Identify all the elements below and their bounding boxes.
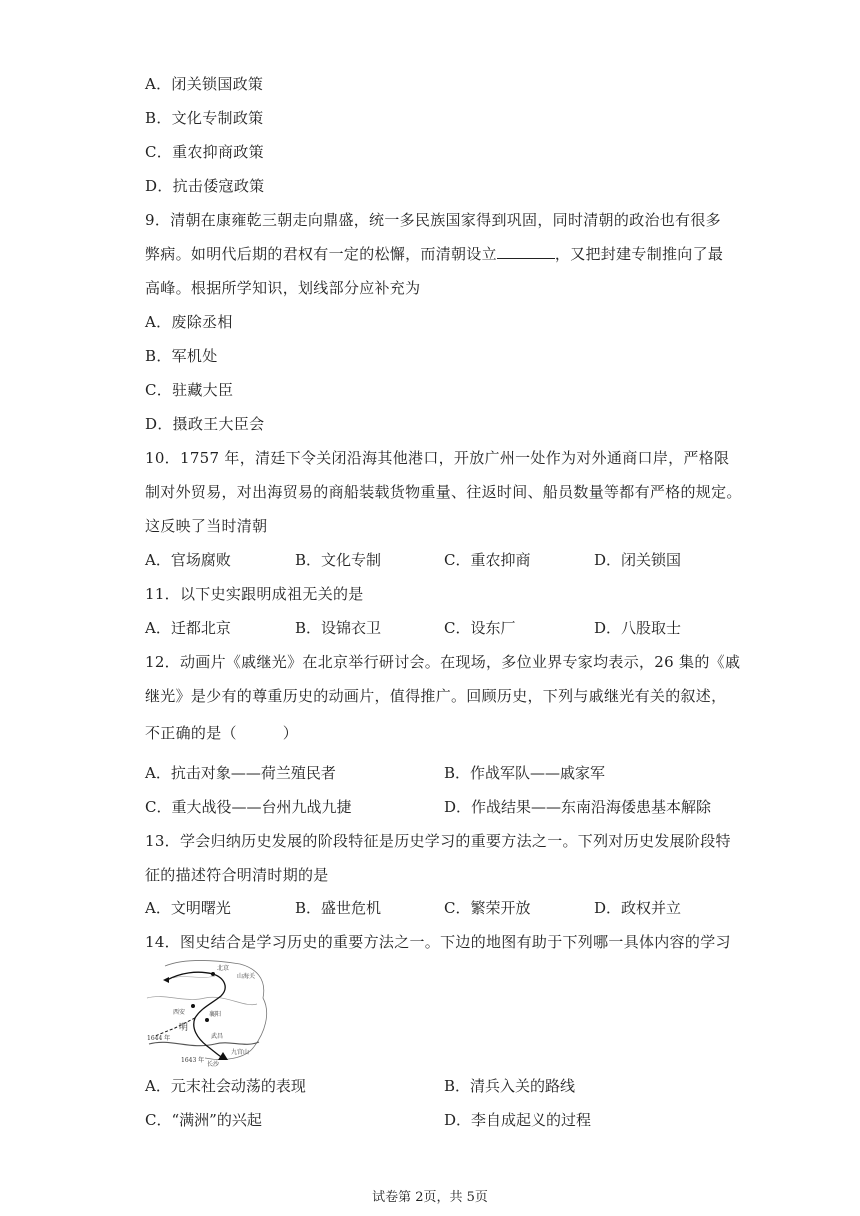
q11-stem: 11．以下史实跟明成祖无关的是 <box>145 585 364 603</box>
map-label-xiangyang: 襄阳 <box>209 1011 222 1018</box>
q12-option-d: D．作战结果——东南沿海倭患基本解除 <box>444 798 712 816</box>
map-label-1644: 1644 年 <box>147 1035 171 1042</box>
q12-stem-line3: 不正确的是（ ） <box>145 724 299 742</box>
map-label-ming: 明 <box>179 1023 189 1033</box>
q9-option-c: C．驻藏大臣 <box>145 381 234 399</box>
q13-option-b: B．盛世危机 <box>295 899 382 917</box>
q10-stem-line1: 10．1757 年，清廷下令关闭沿海其他港口，开放广州一处作为对外通商口岸，严格限 <box>145 449 730 467</box>
q10-stem-line3: 这反映了当时清朝 <box>145 517 268 535</box>
q14-stem: 14．图史结合是学习历史的重要方法之一。下边的地图有助于下列哪一具体内容的学习 <box>145 933 731 951</box>
q11-option-a: A．迁都北京 <box>145 619 231 637</box>
q13-option-d: D．政权并立 <box>594 899 682 917</box>
q8-option-b: B．文化专制政策 <box>145 109 264 127</box>
route-map <box>145 958 275 1068</box>
q14-option-c: C．“满洲”的兴起 <box>145 1111 262 1129</box>
map-label-wuchang: 武昌 <box>211 1033 224 1040</box>
map-label-xian: 西安 <box>173 1009 186 1016</box>
map-label-changsha: 长沙 <box>207 1061 220 1068</box>
q9-stem-line2 <box>145 243 723 264</box>
q12-option-b: B．作战军队——戚家军 <box>444 764 606 782</box>
q9-stem-line2-b: ，又把封建专制推向了最 <box>554 245 724 263</box>
q9-option-d: D．摄政王大臣会 <box>145 415 265 433</box>
map-label-jiugongshan: 九宫山 <box>231 1049 250 1056</box>
map-label-shanhaiguan: 山海关 <box>237 973 256 980</box>
q14-option-b: B．清兵入关的路线 <box>444 1077 576 1095</box>
q10-option-a: A．官场腐败 <box>145 551 231 569</box>
q10-option-d: D．闭关锁国 <box>594 551 682 569</box>
q10-option-c: C．重农抑商 <box>444 551 531 569</box>
q12-stem-line2: 继光》是少有的尊重历史的动画片，值得推广。回顾历史，下列与戚继光有关的叙述， <box>145 687 727 705</box>
q12-stem-line1: 12．动画片《戚继光》在北京举行研讨会。在现场，多位业界专家均表示，26 集的《戚 <box>145 653 741 671</box>
page-footer: 试卷第 2页，共 5页 <box>372 1190 488 1205</box>
q12-option-a: A．抗击对象——荷兰殖民者 <box>145 764 336 782</box>
q9-stem-line3: 高峰。根据所学知识，划线部分应补充为 <box>145 279 421 297</box>
map-label-beijing: 北京 <box>217 965 230 972</box>
q9-option-a: A．废除丞相 <box>145 313 233 331</box>
q9-stem-line2-a: 弊病。如明代后期的君权有一定的松懈，而清朝设立 <box>145 245 497 263</box>
q11-option-d: D．八股取士 <box>594 619 682 637</box>
q14-option-d: D．李自成起义的过程 <box>444 1111 592 1129</box>
q14-option-a: A．元末社会动荡的表现 <box>145 1077 306 1095</box>
q13-stem-line2: 征的描述符合明清时期的是 <box>145 866 329 884</box>
q10-option-b: B．文化专制 <box>295 551 382 569</box>
q8-option-c: C．重农抑商政策 <box>145 143 264 161</box>
q10-stem-line2: 制对外贸易，对出海贸易的商船装载货物重量、往返时间、船员数量等都有严格的规定。 <box>145 483 742 501</box>
q11-option-b: B．设锦衣卫 <box>295 619 382 637</box>
q9-option-b: B．军机处 <box>145 347 218 365</box>
fill-blank <box>497 246 555 259</box>
q8-option-d: D．抗击倭寇政策 <box>145 177 265 195</box>
map-label-1643: 1643 年 <box>181 1057 205 1064</box>
q12-option-c: C．重大战役——台州九战九捷 <box>145 798 352 816</box>
q13-option-c: C．繁荣开放 <box>444 899 531 917</box>
q13-option-a: A．文明曙光 <box>145 899 231 917</box>
q11-option-c: C．设东厂 <box>444 619 516 637</box>
q13-stem-line1: 13．学会归纳历史发展的阶段特征是历史学习的重要方法之一。下列对历史发展阶段特 <box>145 832 731 850</box>
q8-option-a: A．闭关锁国政策 <box>145 75 264 93</box>
q9-stem-line1: 9．清朝在康雍乾三朝走向鼎盛，统一多民族国家得到巩固，同时清朝的政治也有很多 <box>145 211 721 229</box>
